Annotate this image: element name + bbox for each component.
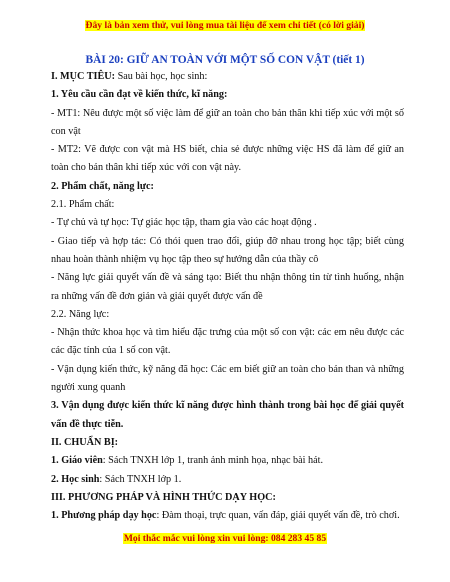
quality-item-3: - Năng lực giải quyết vấn đề và sáng tạo: Biết thu nhận thông tin từ tình huống, nhận ra những vấn đề đơn giản và giải quyết được vấn đề [51,272,404,302]
preparation-student [51,471,404,489]
quality-heading: 2. Phẩm chất, năng lực: [51,180,154,192]
method-text: : Đàm thoại, trực quan, vấn đáp, giải quyết vấn đề, trò chơi. [156,510,400,522]
objective-mt2: - MT2: Vẽ được con vật mà HS biết, chia sẻ được những việc HS đã làm để giữ an toàn cho bản thân khi tiếp xúc với con vật này. [51,144,404,174]
ability-item-2: - Vận dụng kiến thức, kỹ năng đã học: Các em biết giữ an toàn cho bản than và những người xung quanh [51,363,404,394]
lesson-title: BÀI 20: GIỮ AN TOÀN VỚI MỘT SỐ CON VẬT (tiết 1) [85,54,365,66]
quality-item-1: - Tự chủ và tự học: Tự giác học tập, tham gia vào các hoạt động . [51,217,317,229]
methods-heading: III. PHƯƠNG PHÁP VÀ HÌNH THỨC DẠY HỌC: [51,491,276,503]
quality-item-2: - Giao tiếp và hợp tác: Có thói quen trao đổi, giúp đỡ nhau trong học tập; biết cùng nhau hoàn thành nhiệm vụ học tập theo sự hướng dẫn của thầy cô [51,235,404,265]
ability-subheading: 2.2. Năng lực: [51,308,110,320]
objectives-heading-line [51,68,404,86]
preview-notice-text: Đây là bản xem thử, vui lòng mua tài liệu để xem chi tiết (có lời giải) [85,20,365,31]
teacher-text: : Sách TNXH lớp 1, tranh ảnh minh họa, nhạc bài hát. [102,455,324,467]
teacher-label: 1. Giáo viên [51,455,103,467]
method-label: 1. Phương pháp dạy học [51,510,157,522]
preparation-heading: II. CHUẨN BỊ: [51,436,119,448]
methods-item [51,507,404,525]
student-text: : Sách TNXH lớp 1. [99,473,182,485]
footer-contact-text: Mọi thắc mắc vui lòng xin vui lòng: 084 283 45 85 [123,533,327,544]
student-label: 2. Học sinh [51,473,100,485]
objectives-intro: Sau bài học, học sinh: [117,71,208,82]
document-body [51,68,404,525]
objective-mt1: - MT1: Nêu được một số việc làm để giữ an toàn cho bản thân khi tiếp xúc với một số con vật [51,107,404,137]
preview-notice-banner [0,20,450,31]
apply-heading: 3. Vận dụng được kiến thức kĩ năng được hình thành trong bài học để giải quyết vấn đề thực tiễn. [51,400,404,430]
objectives-heading: I. MỤC TIÊU: [51,71,116,82]
knowledge-heading: 1. Yêu cầu cần đạt về kiến thức, kĩ năng: [51,89,228,101]
quality-subheading: 2.1. Phẩm chất: [51,199,115,211]
footer-contact-banner [0,533,450,544]
preparation-teacher [51,452,404,470]
ability-item-1: - Nhận thức khoa học và tìm hiểu đặc trưng của một số con vật: các em nêu được các các đặc tính của 1 số con vật. [51,327,404,357]
